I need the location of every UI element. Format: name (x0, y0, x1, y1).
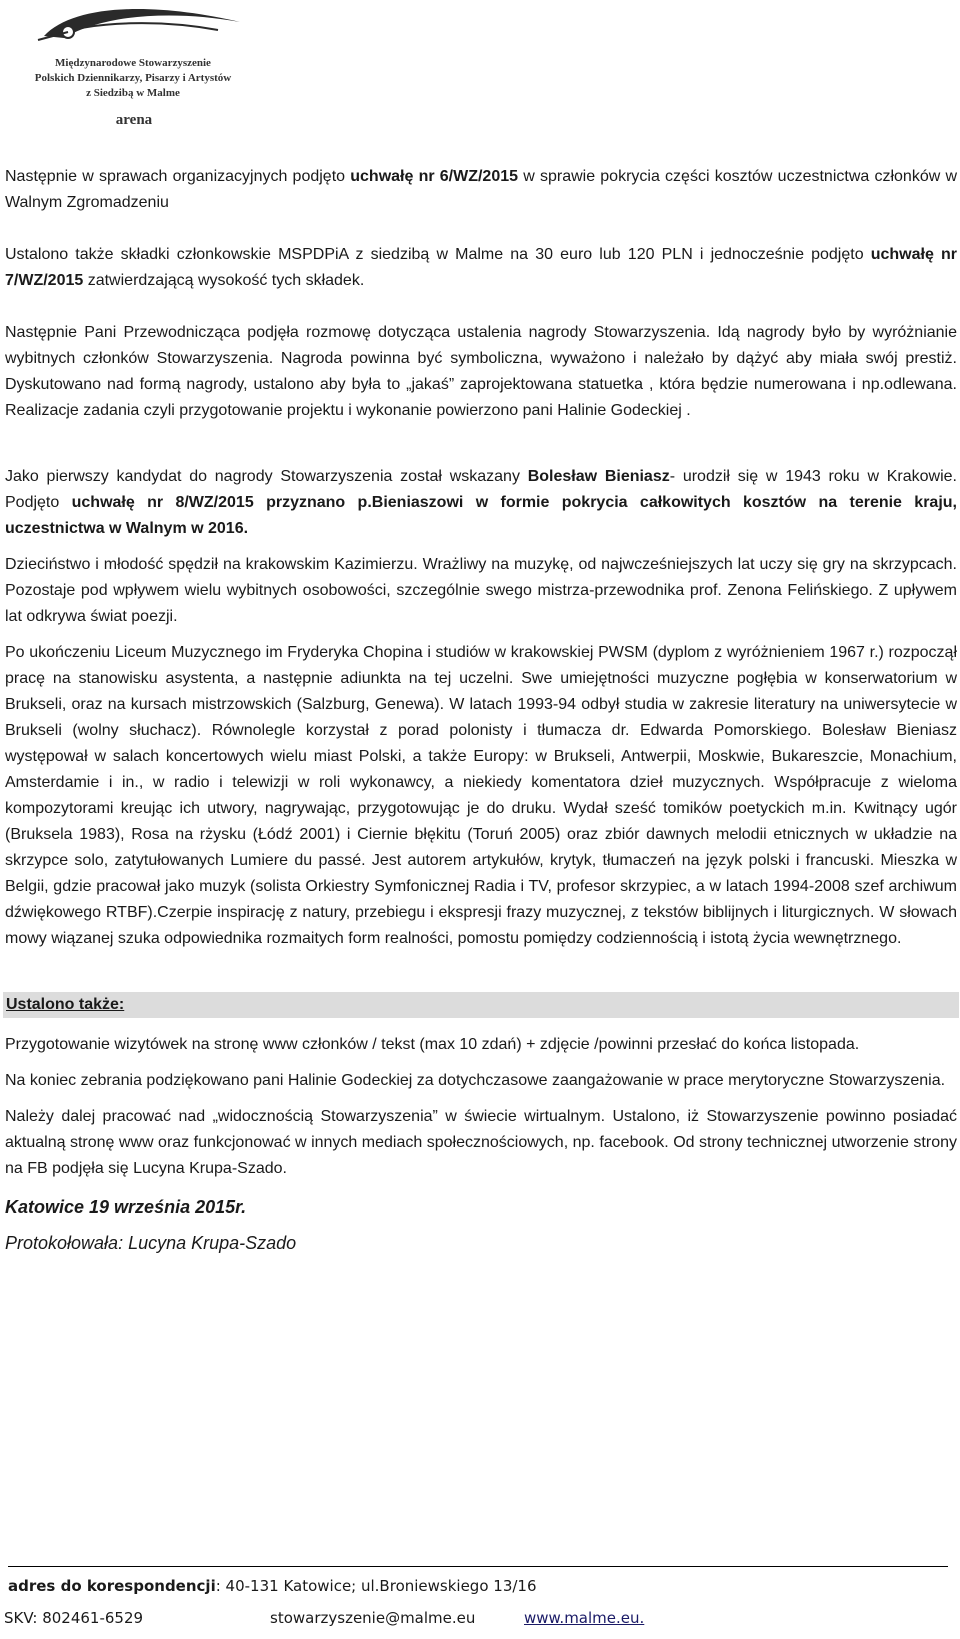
logo-line-3: z Siedzibą w Malme (86, 87, 180, 99)
text: Następnie w sprawach organizacyjnych podjęto (5, 168, 351, 185)
resolution-7: uchwałę nr 7/WZ/2015 (5, 246, 958, 289)
logo-line-2: Polskich Dziennikarzy, Pisarzy i Artystów (34, 72, 232, 84)
place-date: Katowice 19 września 2015r. (5, 1197, 247, 1217)
paragraph-thanks: Na koniec zebrania podziękowano pani Halinie Godeckiej za dotychczasowe zaangażowanie w prace merytoryczne Stowarzyszenia. (5, 1072, 946, 1089)
association-logo (4, 2, 260, 130)
logo-line-1: Międzynarodowe Stowarzyszenie (55, 57, 211, 69)
contact-row (4, 1609, 948, 1633)
paragraph-fees (5, 242, 957, 294)
document-body (5, 164, 957, 1256)
paragraph-business-cards: Przygotowanie wizytówek na stronę www członków / tekst (max 10 zdań) + zdjęcie /powinni przesłać do końca listopada. (5, 1036, 860, 1053)
text: w sprawie pokrycia części kosztów uczestnictwa członków w Walnym Zgromadzeniu (5, 168, 958, 211)
candidate-name: Bolesław Bieniasz (527, 468, 670, 485)
logo-brand: arena (115, 112, 153, 128)
resolution-6: uchwałę nr 6/WZ/2015 (350, 168, 519, 185)
section-title: Ustalono także: (3, 992, 959, 1018)
email-link[interactable]: stowarzyszenie@malme.eu (270, 1609, 476, 1627)
text: zatwierdzającą wysokość tych składek. (83, 272, 365, 289)
skv-number: SKV: 802461-6529 (4, 1609, 144, 1627)
paragraph-award: Następnie Pani Przewodnicząca podjęła rozmowę dotycząca ustalenia nagrody Stowarzyszenia. Idą nagrody było by wyróżnianie wybitnych członków Stowarzyszenia. Nagroda powinna być symboliczna, wyważono i należało by dążyć aby miała swój prestiż. Dyskutowano nad formą nagrody, ustalono aby była to „jakaś” zaprojektowana statuetka , która będzie numerowana i np.odlewana. Realizacje zadania czyli przygotowanie projektu i wykonanie powierzono pani Halinie Godeckiej . (5, 324, 957, 419)
paragraph-childhood: Dzieciństwo i młodość spędził na krakowskim Kazimierzu. Wrażliwy na muzykę, od najwcześniejszych lat uczy się gry na skrzypcach. Pozostaje pod wpływem wielu wybitnych osobowości, szczególnie swego mistrza-przewodnika prof. Zenona Felińskiego. Z upływem lat odkrywa świat poezji. (5, 556, 957, 625)
paragraph-biography: Po ukończeniu Liceum Muzycznego im Fryderyka Chopina i studiów w krakowskiej PWSM (dyplom z wyróżnieniem 1967 r.) rozpoczął pracę na stanowisku asystenta, a następnie adiunkta na tej uczelni. Swe umiejętności muzyczne pogłębia w konserwatorium w Brukseli, oraz na kursach mistrzowskich (Salzburg, Genewa). W latach 1993-94 odbył studia w zakresie literatury na uniwersytecie w Brukseli (wolny słuchacz). Równolegle korzystał z porad polonisty i tłumacza dr. Edwarda Pomorskiego. Bolesław Bieniasz występował w salach koncertowych wielu miast Polski, a także Europy: w Brukseli, Antwerpii, Moskwie, Bukareszcie, Monachium, Amsterdamie i in., w radio i telewizji w roli wykonawcy, a niekiedy komentatora dzieł muzycznych. Współpracuje z wieloma kompozytorami kreując ich utwory, nagrywając, przygotowując je do druku. Wydał sześć tomików poetyckich m.in. Kwitnący ugór (Bruksela 1983), Rosa na rżysku (Łódź 2001) i Ciernie błękitu (Toruń 2005) oraz zbiór dawnych melodii etnicznych w układzie na skrzypce solo, zatytułowanych Lumiere du passé. Jest autorem artykułów, krytyk, tłumaczeń na język polski i francuski. Mieszka w Belgii, gdzie pracował jako muzyk (solista Orkiestry Symfonicznej Radia i TV, profesor skrzypiec, a w latach 1994-2008 szef archiwum dźwiękowego RTBF).Czerpie inspirację z natury, przebiegu i ekspresji frazy muzycznej, z tekstów biblijnych i liturgicznych. W słowach mowy wiązanej szuka odpowiednika rozmaitych form realności, pomostu pomiędzy codziennością i istotą życia wewnętrznego. (5, 644, 957, 947)
logo-organization-name (8, 56, 258, 101)
paragraph-resolution-6 (5, 164, 957, 216)
text: Jako pierwszy kandydat do nagrody Stowarzyszenia został wskazany (5, 468, 528, 485)
text: Ustalono także składki członkowskie MSPDPiA z siedzibą w Malme na 30 euro lub 120 PLN i jednocześnie podjęto (5, 246, 871, 263)
address-value: : 40-131 Katowice; ul.Broniewskiego 13/16 (215, 1577, 537, 1595)
pen-nib-icon (4, 2, 260, 58)
paragraph-candidate (5, 464, 957, 542)
recorder: Protokołowała: Lucyna Krupa-Szado (5, 1233, 297, 1253)
address-label: adres do korespondencji (8, 1577, 216, 1595)
footer (4, 1566, 948, 1633)
paragraph-visibility: Należy dalej pracować nad „widocznością Stowarzyszenia” w świecie wirtualnym. Ustalono, iż Stowarzyszenie powinno posiadać aktualną stronę www oraz funkcjonować w innych mediach społecznościowych, np. facebook. Od strony technicznej utworzenie strony na FB podjęła się Lucyna Krupa-Szado. (5, 1108, 957, 1177)
website-link[interactable]: www.malme.eu. (524, 1609, 645, 1627)
text: - urodził się w 1943 roku w Krakowie. Podjęto (5, 468, 957, 511)
correspondence-address (8, 1577, 948, 1595)
resolution-8: uchwałę nr 8/WZ/2015 przyznano p.Bieniaszowi w formie pokrycia całkowitych kosztów na terenie kraju, uczestnictwa w Walnym w 2016. (5, 494, 957, 537)
